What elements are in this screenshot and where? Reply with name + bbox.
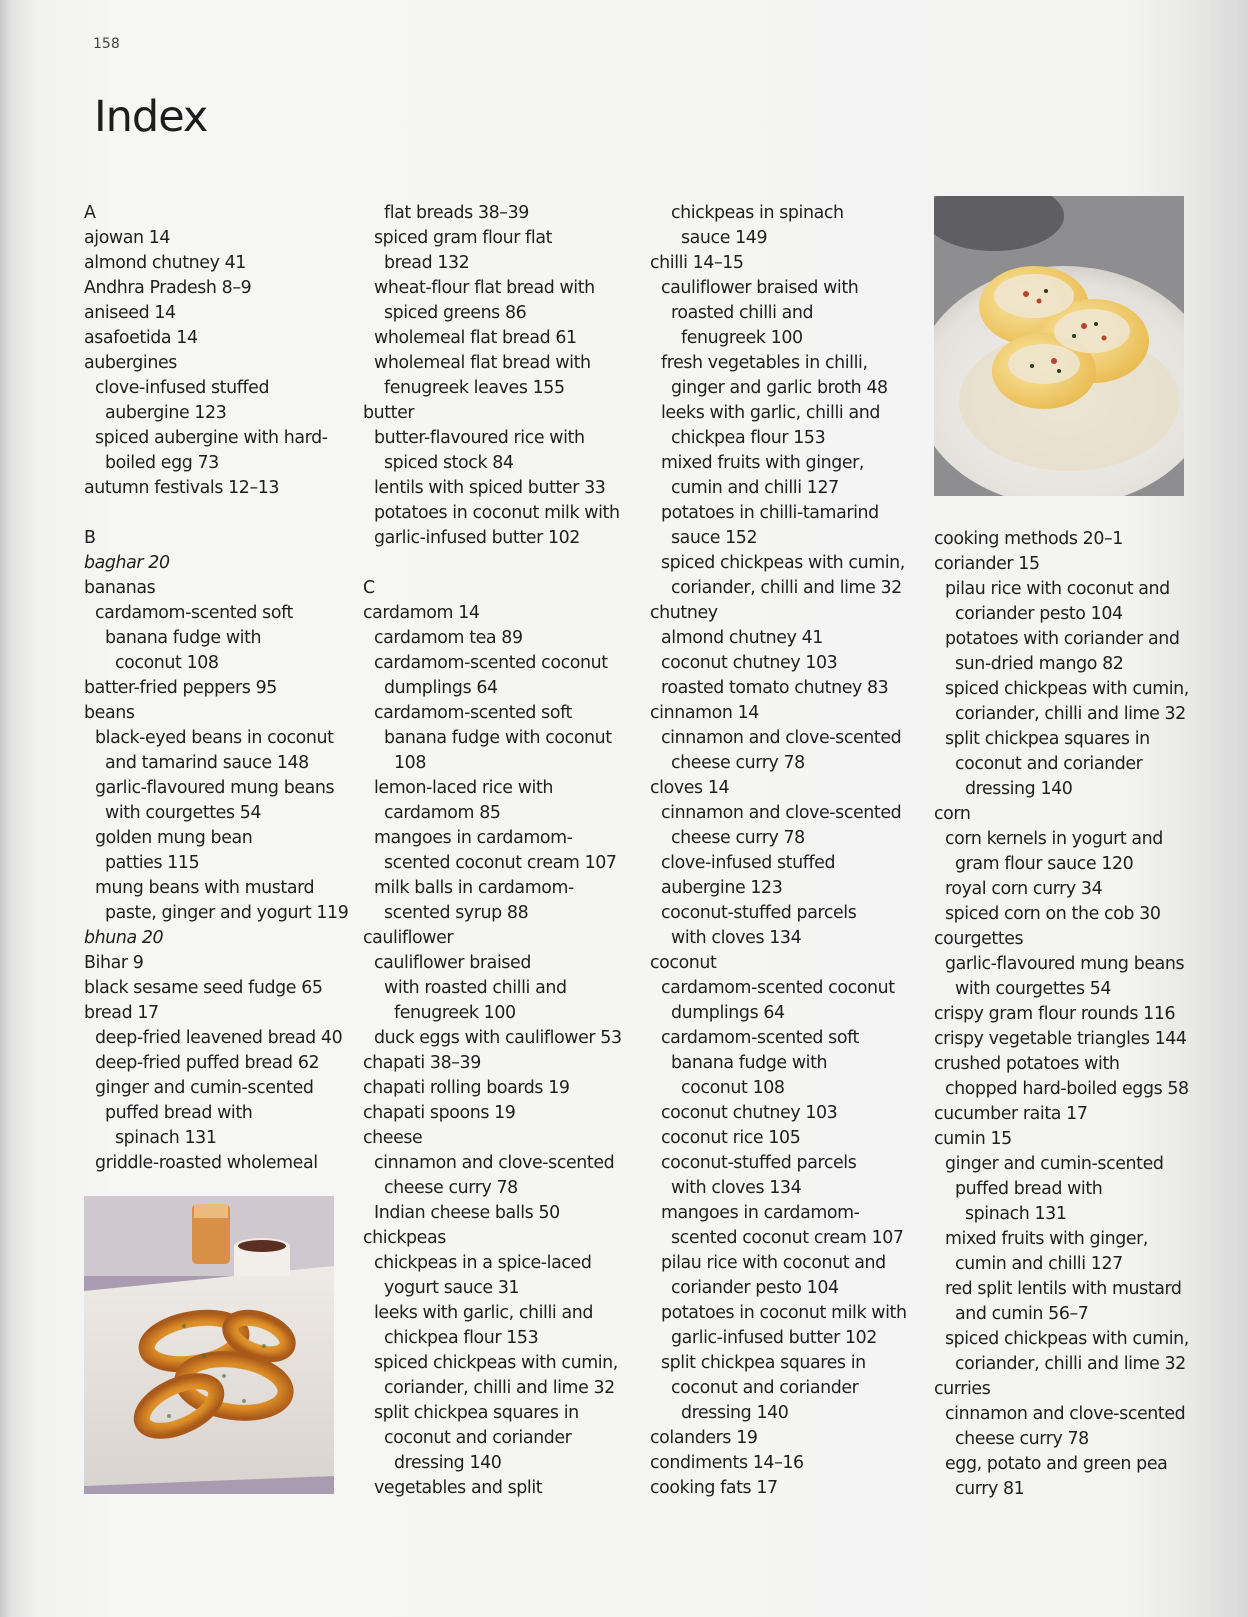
index-subentry: mung beans with mustard <box>95 878 315 898</box>
index-subentry: butter-flavoured rice with <box>374 428 585 448</box>
book-spine-shadow <box>0 0 12 1617</box>
index-entry: cucumber raita 17 <box>934 1104 1088 1124</box>
index-subentry: ginger and cumin-scented <box>945 1154 1164 1174</box>
index-subentry: paste, ginger and yogurt 119 <box>105 903 349 923</box>
page-title: Index <box>94 92 208 142</box>
index-subentry: leeks with garlic, chilli and <box>374 1303 593 1323</box>
index-subentry: clove-infused stuffed <box>95 378 270 398</box>
index-subentry: with cloves 134 <box>671 928 802 948</box>
index-subentry: puffed bread with <box>955 1179 1103 1199</box>
index-subentry: coconut rice 105 <box>661 1128 801 1148</box>
index-entry: condiments 14–16 <box>650 1453 804 1473</box>
index-subentry: spiced corn on the cob 30 <box>945 904 1161 924</box>
index-subentry: boiled egg 73 <box>105 453 219 473</box>
index-subentry: cardamom tea 89 <box>374 628 523 648</box>
index-subentry: chickpea flour 153 <box>384 1328 539 1348</box>
index-entry: corn <box>934 804 971 824</box>
index-subentry: spinach 131 <box>965 1204 1067 1224</box>
index-subentry: dumplings 64 <box>384 678 498 698</box>
index-section-letter: B <box>84 528 96 548</box>
index-subentry: aubergine 123 <box>661 878 783 898</box>
index-entry: courgettes <box>934 929 1024 949</box>
index-entry: cooking methods 20–1 <box>934 529 1123 549</box>
index-subentry: lemon-laced rice with <box>374 778 553 798</box>
index-subentry: coriander, chilli and lime 32 <box>384 1378 615 1398</box>
index-subentry: banana fudge with <box>105 628 262 648</box>
index-entry: chutney <box>650 603 718 623</box>
index-subentry: wholemeal flat bread 61 <box>374 328 577 348</box>
index-entry: cauliflower <box>363 928 454 948</box>
index-entry: Bihar 9 <box>84 953 144 973</box>
index-subentry: garlic-flavoured mung beans <box>95 778 335 798</box>
page-number: 158 <box>93 36 120 52</box>
index-subentry: potatoes in coconut milk with <box>661 1303 907 1323</box>
index-subentry: scented coconut cream 107 <box>384 853 617 873</box>
index-subentry: deep-fried puffed bread 62 <box>95 1053 320 1073</box>
index-subentry: mixed fruits with ginger, <box>661 453 865 473</box>
index-subentry: clove-infused stuffed <box>661 853 836 873</box>
index-entry: cinnamon 14 <box>650 703 759 723</box>
index-subentry: cinnamon and clove-scented <box>945 1404 1186 1424</box>
index-subentry: cardamom 85 <box>384 803 501 823</box>
index-entry: aubergines <box>84 353 177 373</box>
index-entry: beans <box>84 703 135 723</box>
index-entry: aniseed 14 <box>84 303 176 323</box>
index-subentry: spiced greens 86 <box>384 303 527 323</box>
index-entry: cloves 14 <box>650 778 730 798</box>
index-subentry: deep-fried leavened bread 40 <box>95 1028 343 1048</box>
index-subentry: ginger and garlic broth 48 <box>671 378 888 398</box>
index-subentry: coconut-stuffed parcels <box>661 903 857 923</box>
index-column-3 <box>650 201 907 1501</box>
index-entry: cheese <box>363 1128 423 1148</box>
index-subentry: cardamom-scented coconut <box>374 653 608 673</box>
index-subentry: coriander pesto 104 <box>955 604 1123 624</box>
index-entry: crispy gram flour rounds 116 <box>934 1004 1176 1024</box>
index-entry: crushed potatoes with <box>934 1054 1120 1074</box>
index-subentry: coriander pesto 104 <box>671 1278 839 1298</box>
index-subentry: with cloves 134 <box>671 1178 802 1198</box>
fritters-photo <box>84 1196 334 1494</box>
index-subentry: fenugreek 100 <box>681 328 803 348</box>
index-subentry: dumplings 64 <box>671 1003 785 1023</box>
index-subentry: cheese curry 78 <box>384 1178 518 1198</box>
index-subentry: Indian cheese balls 50 <box>374 1203 560 1223</box>
index-subentry: potatoes in coconut milk with <box>374 503 620 523</box>
index-subentry: red split lentils with mustard <box>945 1279 1182 1299</box>
index-subentry: coconut and coriander <box>955 754 1143 774</box>
index-entry: cooking fats 17 <box>650 1478 778 1498</box>
index-subentry: aubergine 123 <box>105 403 227 423</box>
index-subentry: dressing 140 <box>394 1453 502 1473</box>
index-subentry: chickpea flour 153 <box>671 428 826 448</box>
index-subentry: fenugreek 100 <box>394 1003 516 1023</box>
index-subentry: and tamarind sauce 148 <box>105 753 309 773</box>
index-subentry: bread 132 <box>384 253 470 273</box>
index-subentry: with roasted chilli and <box>384 978 567 998</box>
index-entry: crispy vegetable triangles 144 <box>934 1029 1187 1049</box>
index-subentry: duck eggs with cauliflower 53 <box>374 1028 622 1048</box>
index-subentry: gram flour sauce 120 <box>955 854 1134 874</box>
index-subentry: almond chutney 41 <box>661 628 823 648</box>
index-subentry: leeks with garlic, chilli and <box>661 403 880 423</box>
index-subentry: spiced stock 84 <box>384 453 514 473</box>
index-subentry: chopped hard-boiled eggs 58 <box>945 1079 1189 1099</box>
index-subentry: cardamom-scented soft <box>661 1028 859 1048</box>
index-subentry: curry 81 <box>955 1479 1025 1499</box>
corn-illustration <box>934 196 1184 496</box>
index-entry: batter-fried peppers 95 <box>84 678 277 698</box>
index-subentry: spiced chickpeas with cumin, <box>945 679 1189 699</box>
index-subentry: spinach 131 <box>115 1128 217 1148</box>
index-subentry: griddle-roasted wholemeal <box>95 1153 318 1173</box>
index-subentry: roasted chilli and <box>671 303 814 323</box>
index-subentry: potatoes with coriander and <box>945 629 1180 649</box>
index-subentry: cardamom-scented soft <box>95 603 293 623</box>
index-subentry: scented coconut cream 107 <box>671 1228 904 1248</box>
index-subentry: pilau rice with coconut and <box>945 579 1170 599</box>
index-subentry: coconut 108 <box>681 1078 785 1098</box>
index-entry: bread 17 <box>84 1003 159 1023</box>
index-entry: chapati spoons 19 <box>363 1103 516 1123</box>
index-subentry: scented syrup 88 <box>384 903 529 923</box>
index-subentry: wheat-flour flat bread with <box>374 278 595 298</box>
index-subentry: lentils with spiced butter 33 <box>374 478 606 498</box>
index-subentry: coconut chutney 103 <box>661 1103 838 1123</box>
index-subentry: banana fudge with coconut <box>384 728 612 748</box>
index-subentry: with courgettes 54 <box>955 979 1112 999</box>
index-subentry: spiced aubergine with hard- <box>95 428 328 448</box>
index-subentry: split chickpea squares in <box>661 1353 866 1373</box>
index-subentry: garlic-flavoured mung beans <box>945 954 1185 974</box>
index-column-4 <box>934 527 1189 1502</box>
index-subentry: fresh vegetables in chilli, <box>661 353 868 373</box>
index-subentry: dressing 140 <box>681 1403 789 1423</box>
index-entry: coriander 15 <box>934 554 1040 574</box>
index-subentry: cardamom-scented coconut <box>661 978 895 998</box>
index-subentry: spiced chickpeas with cumin, <box>661 553 905 573</box>
index-subentry: cheese curry 78 <box>671 828 805 848</box>
index-entry: bananas <box>84 578 156 598</box>
index-column-1 <box>84 201 348 1176</box>
index-entry: colanders 19 <box>650 1428 758 1448</box>
index-entry: chapati rolling boards 19 <box>363 1078 570 1098</box>
index-subentry: banana fudge with <box>671 1053 828 1073</box>
index-subentry: spiced chickpeas with cumin, <box>374 1353 618 1373</box>
index-subentry: garlic-infused butter 102 <box>671 1328 877 1348</box>
index-section-letter: C <box>363 578 375 598</box>
index-subentry: coconut-stuffed parcels <box>661 1153 857 1173</box>
index-subentry: garlic-infused butter 102 <box>374 528 580 548</box>
index-subentry: split chickpea squares in <box>374 1403 579 1423</box>
index-subentry: vegetables and split <box>374 1478 543 1498</box>
index-subentry: black-eyed beans in coconut <box>95 728 334 748</box>
index-entry: curries <box>934 1379 991 1399</box>
index-subentry: ginger and cumin-scented <box>95 1078 314 1098</box>
index-entry: Andhra Pradesh 8–9 <box>84 278 252 298</box>
index-entry: cardamom 14 <box>363 603 480 623</box>
index-entry: coconut <box>650 953 717 973</box>
index-section-letter: A <box>84 203 96 223</box>
index-subentry: milk balls in cardamom- <box>374 878 574 898</box>
index-subentry: golden mung bean <box>95 828 253 848</box>
fritters-illustration <box>84 1196 334 1494</box>
index-subentry: cheese curry 78 <box>671 753 805 773</box>
index-entry: cumin 15 <box>934 1129 1012 1149</box>
index-subentry: sauce 152 <box>671 528 758 548</box>
index-subentry: coconut 108 <box>115 653 219 673</box>
index-subentry: split chickpea squares in <box>945 729 1150 749</box>
index-subentry: chickpeas in spinach <box>671 203 844 223</box>
index-subentry: patties 115 <box>105 853 200 873</box>
index-subentry: mangoes in cardamom- <box>661 1203 860 1223</box>
index-subentry: spiced chickpeas with cumin, <box>945 1329 1189 1349</box>
index-subentry: cumin and chilli 127 <box>955 1254 1123 1274</box>
index-subentry: cauliflower braised <box>374 953 531 973</box>
index-subentry: royal corn curry 34 <box>945 879 1103 899</box>
index-subentry: cinnamon and clove-scented <box>374 1153 615 1173</box>
index-subentry: sauce 149 <box>681 228 768 248</box>
index-column-2 <box>363 201 622 1501</box>
index-subentry: cauliflower braised with <box>661 278 859 298</box>
index-subentry: fenugreek leaves 155 <box>384 378 565 398</box>
index-subentry: cardamom-scented soft <box>374 703 572 723</box>
index-entry: butter <box>363 403 415 423</box>
index-subentry: 108 <box>394 753 426 773</box>
index-subentry: coriander, chilli and lime 32 <box>671 578 902 598</box>
index-subentry: flat breads 38–39 <box>384 203 529 223</box>
index-subentry: pilau rice with coconut and <box>661 1253 886 1273</box>
index-subentry: and cumin 56–7 <box>955 1304 1089 1324</box>
index-subentry: yogurt sauce 31 <box>384 1278 520 1298</box>
index-entry: black sesame seed fudge 65 <box>84 978 323 998</box>
index-entry: chapati 38–39 <box>363 1053 481 1073</box>
index-subentry: coconut chutney 103 <box>661 653 838 673</box>
index-entry: chilli 14–15 <box>650 253 744 273</box>
index-subentry: dressing 140 <box>965 779 1073 799</box>
index-subentry: roasted tomato chutney 83 <box>661 678 889 698</box>
index-entry: chickpeas <box>363 1228 446 1248</box>
section-gap <box>84 501 348 526</box>
index-subentry: sun-dried mango 82 <box>955 654 1124 674</box>
index-subentry: coriander, chilli and lime 32 <box>955 704 1186 724</box>
index-subentry: cinnamon and clove-scented <box>661 803 902 823</box>
corn-photo <box>934 196 1184 496</box>
index-subentry: coconut and coriander <box>671 1378 859 1398</box>
index-subentry: potatoes in chilli-tamarind <box>661 503 879 523</box>
index-subentry: mangoes in cardamom- <box>374 828 573 848</box>
index-subentry: wholemeal flat bread with <box>374 353 591 373</box>
index-subentry: cheese curry 78 <box>955 1429 1089 1449</box>
section-gap <box>363 551 622 576</box>
index-subentry: coconut and coriander <box>384 1428 572 1448</box>
index-entry: bhuna 20 <box>84 928 164 948</box>
index-subentry: corn kernels in yogurt and <box>945 829 1163 849</box>
index-entry: ajowan 14 <box>84 228 171 248</box>
index-entry: almond chutney 41 <box>84 253 246 273</box>
index-subentry: egg, potato and green pea <box>945 1454 1168 1474</box>
index-subentry: mixed fruits with ginger, <box>945 1229 1149 1249</box>
index-entry: autumn festivals 12–13 <box>84 478 280 498</box>
index-subentry: spiced gram flour flat <box>374 228 552 248</box>
index-entry: baghar 20 <box>84 553 170 573</box>
index-subentry: cinnamon and clove-scented <box>661 728 902 748</box>
index-subentry: coriander, chilli and lime 32 <box>955 1354 1186 1374</box>
index-subentry: cumin and chilli 127 <box>671 478 839 498</box>
index-subentry: puffed bread with <box>105 1103 253 1123</box>
index-subentry: chickpeas in a spice-laced <box>374 1253 592 1273</box>
index-entry: asafoetida 14 <box>84 328 198 348</box>
index-subentry: with courgettes 54 <box>105 803 262 823</box>
